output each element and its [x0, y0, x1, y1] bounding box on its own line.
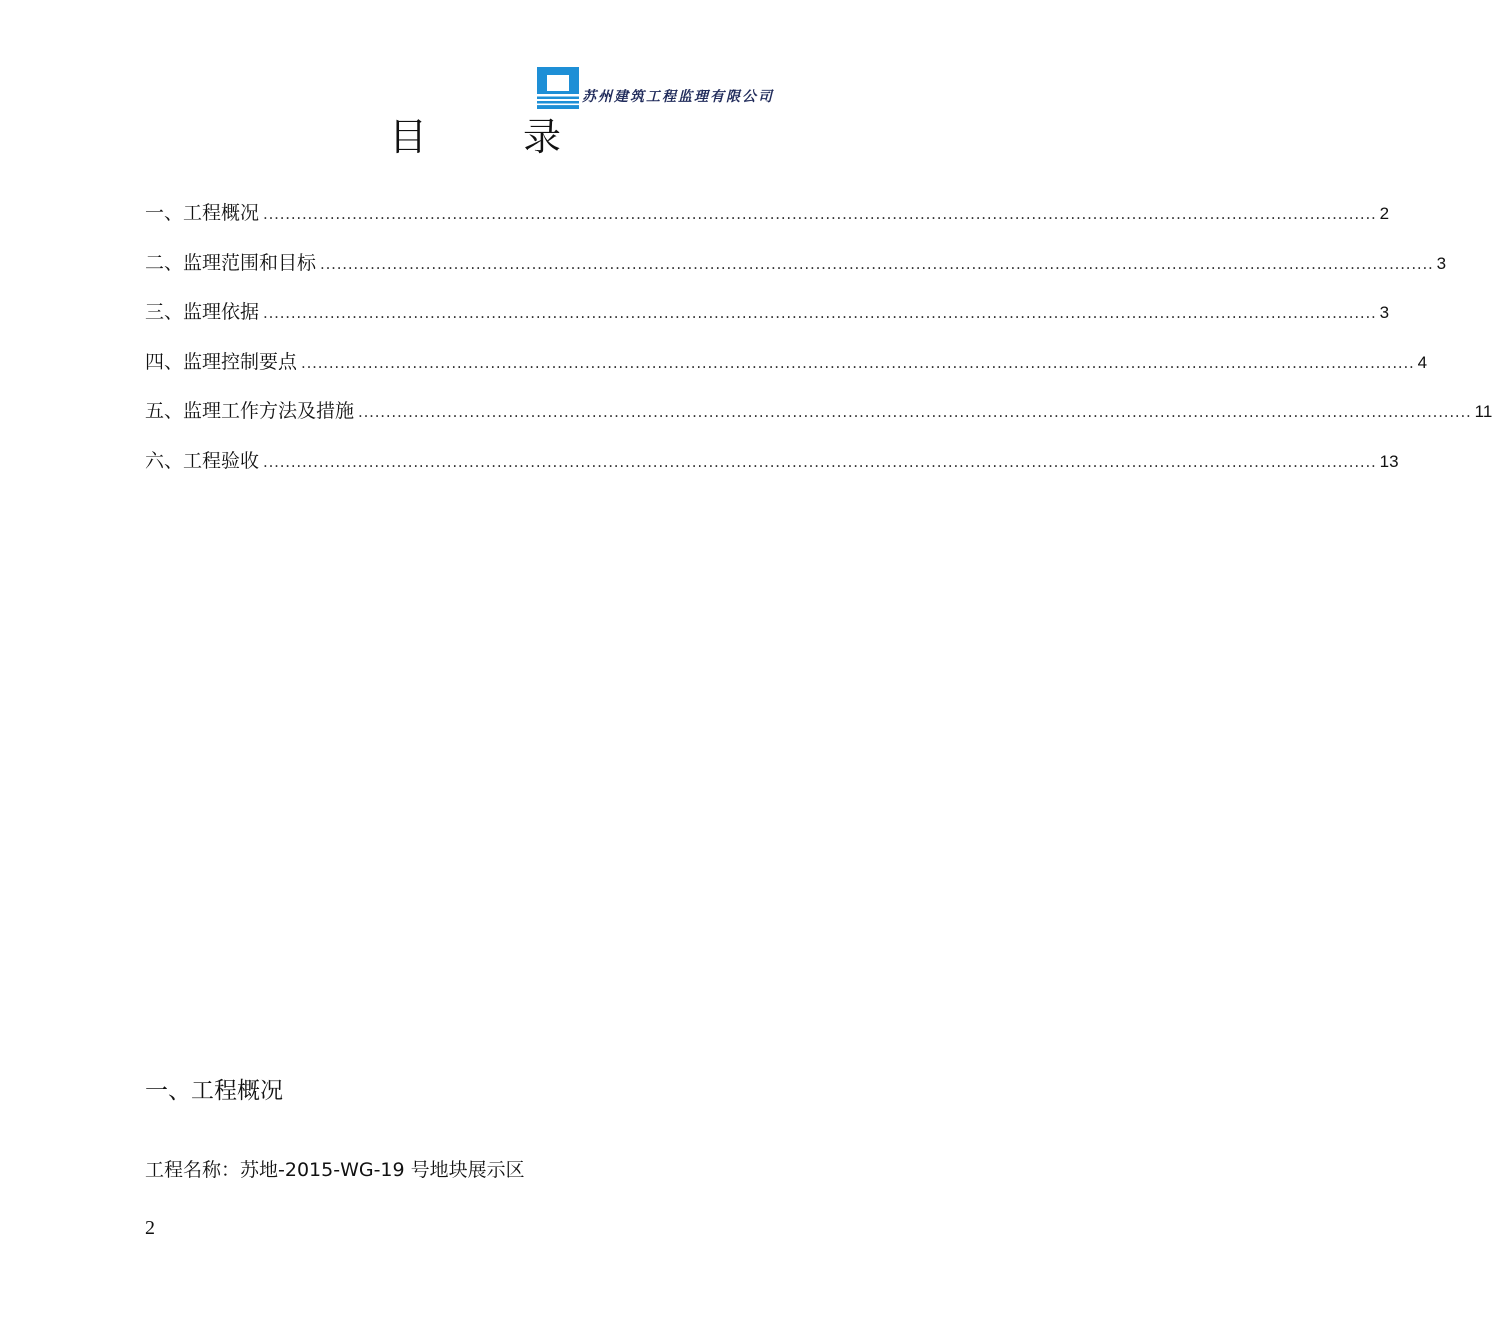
toc-leader-dots: ........................................................................................................................................................................................................ [263, 452, 1377, 471]
toc-entry[interactable] [145, 347, 1428, 397]
toc-leader-dots: ........................................................................................................................................................................................................ [263, 304, 1377, 323]
toc-entry[interactable] [145, 446, 1399, 496]
toc-entry-label: 四、监理控制要点 [145, 350, 298, 373]
toc-entry-page: 13 [1379, 451, 1399, 471]
toc-leader-dots: ........................................................................................................................................................................................................ [301, 353, 1415, 372]
toc-entry[interactable] [145, 297, 1390, 347]
toc-entry-label: 三、监理依据 [145, 301, 260, 324]
page-title [0, 106, 950, 161]
project-name: 工程名称：苏地-2015-WG-19 号地块展示区 [145, 1159, 525, 1181]
table-of-contents [145, 198, 1492, 496]
page-number: 2 [145, 1217, 155, 1239]
title-char-2: 录 [523, 115, 562, 159]
toc-entry-page: 3 [1436, 253, 1447, 273]
toc-leader-dots: ........................................................................................................................................................................................................ [358, 403, 1472, 422]
toc-entry-label: 一、工程概况 [145, 202, 260, 224]
toc-entry-page: 3 [1379, 303, 1390, 323]
company-name: 苏州建筑工程监理有限公司 [582, 89, 774, 105]
toc-entry-label: 二、监理范围和目标 [145, 251, 317, 274]
toc-entry-page: 4 [1417, 352, 1428, 372]
section-heading: 一、工程概况 [145, 1078, 283, 1104]
toc-entry-label: 五、监理工作方法及措施 [145, 400, 355, 423]
toc-entry-page: 11 [1474, 402, 1492, 422]
toc-leader-dots: ........................................................................................................................................................................................................ [320, 254, 1434, 273]
company-logo [537, 67, 579, 109]
toc-entry[interactable] [145, 396, 1492, 446]
toc-leader-dots: ........................................................................................................................................................................................................ [263, 205, 1377, 223]
toc-entry[interactable] [145, 198, 1390, 248]
toc-entry[interactable] [145, 248, 1447, 298]
title-char-1: 目 [388, 115, 427, 159]
toc-entry-label: 六、工程验收 [145, 449, 260, 472]
toc-entry-page: 2 [1379, 204, 1390, 223]
